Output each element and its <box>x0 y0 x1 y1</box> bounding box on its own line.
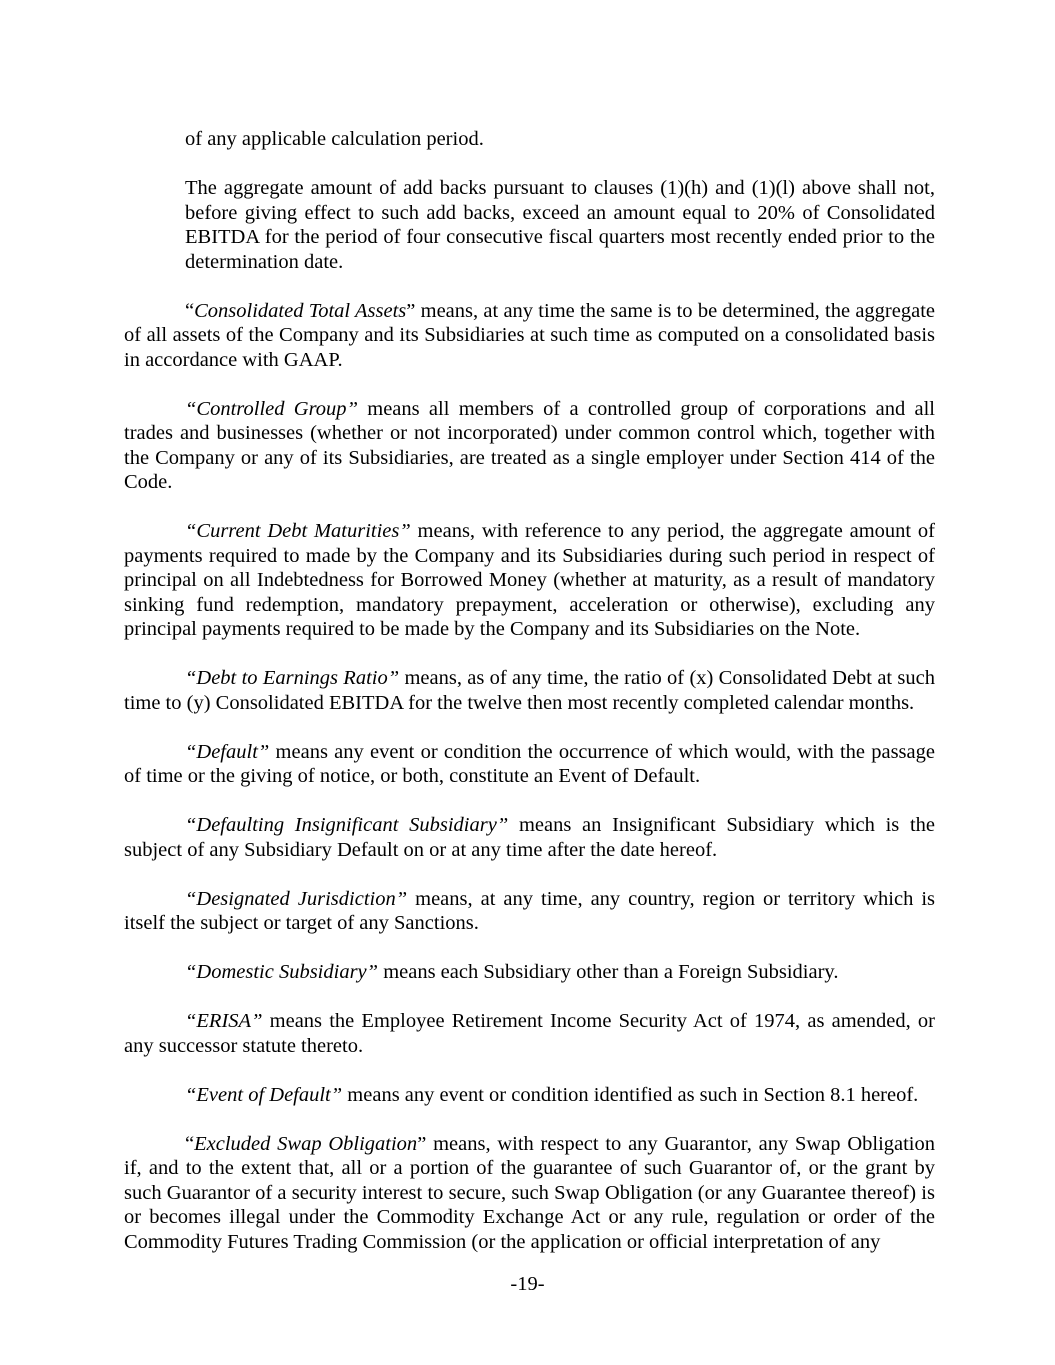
defined-term: Event of Default <box>196 1083 331 1106</box>
close-quote: ” <box>395 887 408 910</box>
close-quote: ” <box>406 299 416 322</box>
definition-paragraph <box>124 666 935 715</box>
definition-paragraph <box>124 813 935 862</box>
open-quote: “ <box>185 814 197 836</box>
open-quote: “ <box>185 1083 197 1106</box>
definition-text: means, with respect to any Guarantor, any Swap Obligation if, and to the extent that, all or a portion of the guarantee of such Guarantor of, or the grant by such Guarantor of a security interest to secure, such Swap Obligation (or any Guarantee thereof) is or becomes illegal under the Commodity Exchange Act or any rule, regulation or order of the Commodity Futures Trading Commission (or the application or official interpretation of any <box>124 1132 936 1253</box>
definition-text: means all members of a controlled group of corporations and all trades and businesses (whether or not incorporated) under common control which, together with the Company or any of its Subsidiaries, are treated as a single employer under Section 414 of the Code. <box>124 397 935 493</box>
close-quote: ” <box>387 667 400 689</box>
close-quote: ” <box>257 740 270 763</box>
definition-paragraph <box>124 1132 935 1255</box>
definition-paragraph <box>124 740 935 789</box>
definition-paragraph <box>124 397 935 495</box>
defined-term: Current Debt Maturities <box>196 520 400 542</box>
close-quote: ” <box>366 961 379 983</box>
definition-text: means the Employee Retirement Income Security Act of 1974, as amended, or any successor statute thereto. <box>124 1010 935 1057</box>
definition-paragraph <box>124 1009 935 1058</box>
definition-text: means each Subsidiary other than a Foreign Subsidiary. <box>378 961 839 983</box>
open-quote: “ <box>185 667 197 689</box>
close-quote: ” <box>496 814 509 836</box>
close-quote: ” <box>346 397 358 420</box>
defined-term: ERISA <box>196 1010 252 1032</box>
definition-text: means any event or condition identified as such in Section 8.1 hereof. <box>342 1083 919 1106</box>
close-quote: ” <box>417 1132 427 1155</box>
page-number: -19- <box>510 1273 545 1295</box>
defined-term: Domestic Subsidiary <box>196 961 367 983</box>
definition-paragraph <box>124 887 935 936</box>
definition-paragraph <box>124 519 935 642</box>
defined-term: Default <box>196 740 258 763</box>
document-body <box>124 127 935 1279</box>
definition-paragraph <box>124 960 935 985</box>
definition-paragraph <box>124 299 935 373</box>
paragraph <box>185 127 935 152</box>
paragraph-text: The aggregate amount of add backs pursuant to clauses (1)(h) and (1)(l) above shall not, before giving effect to such add backs, exceed an amount equal to 20% of Consolidated EBITDA for the period of four consecutive fiscal quarters most recently ended prior to the determination date. <box>185 177 935 273</box>
definition-text: means, at any time, any country, region or territory which is itself the subject or target of any Sanctions. <box>124 887 935 934</box>
paragraph <box>185 176 935 274</box>
open-quote: “ <box>185 299 195 322</box>
definition-paragraph <box>124 1083 935 1108</box>
open-quote: “ <box>185 397 197 420</box>
definition-text: means any event or condition the occurrence of which would, with the passage of time or the giving of notice, or both, constitute an Event of Default. <box>124 740 935 787</box>
defined-term: Designated Jurisdiction <box>196 887 396 910</box>
open-quote: “ <box>185 1132 195 1155</box>
open-quote: “ <box>185 887 197 910</box>
close-quote: ” <box>251 1010 263 1032</box>
close-quote: ” <box>330 1083 343 1106</box>
definition-text: means an Insignificant Subsidiary which is the subject of any Subsidiary Default on or at any time after the date hereof. <box>124 814 935 861</box>
definition-text: means, as of any time, the ratio of (x) Consolidated Debt at such time to (y) Consolidated EBITDA for the twelve then most recently completed calendar months. <box>124 667 935 714</box>
paragraph-text: of any applicable calculation period. <box>185 128 484 150</box>
defined-term: Controlled Group <box>196 397 347 420</box>
defined-term: Consolidated Total Assets <box>194 299 407 322</box>
open-quote: “ <box>185 961 197 983</box>
open-quote: “ <box>185 740 197 763</box>
defined-term: Excluded Swap Obligation <box>194 1132 418 1155</box>
open-quote: “ <box>185 1010 197 1032</box>
open-quote: “ <box>185 520 197 542</box>
defined-term: Defaulting Insignificant Subsidiary <box>196 814 497 836</box>
close-quote: ” <box>399 520 411 542</box>
defined-term: Debt to Earnings Ratio <box>196 667 388 689</box>
definition-text: means, at any time the same is to be determined, the aggregate of all assets of the Company and its Subsidiaries at such time as computed on a consolidated basis in accordance with GAAP. <box>124 299 935 371</box>
definition-text: means, with reference to any period, the aggregate amount of payments required to made by the Company and its Subsidiaries during such period in respect of principal on all Indebtedness for Borrowed Money (whether at maturity, as a result of mandatory sinking fund redemption, mandatory prepayment, acceleration or otherwise), excluding any principal payments required to be made by the Company and its Subsidiaries on the Note. <box>124 520 935 640</box>
